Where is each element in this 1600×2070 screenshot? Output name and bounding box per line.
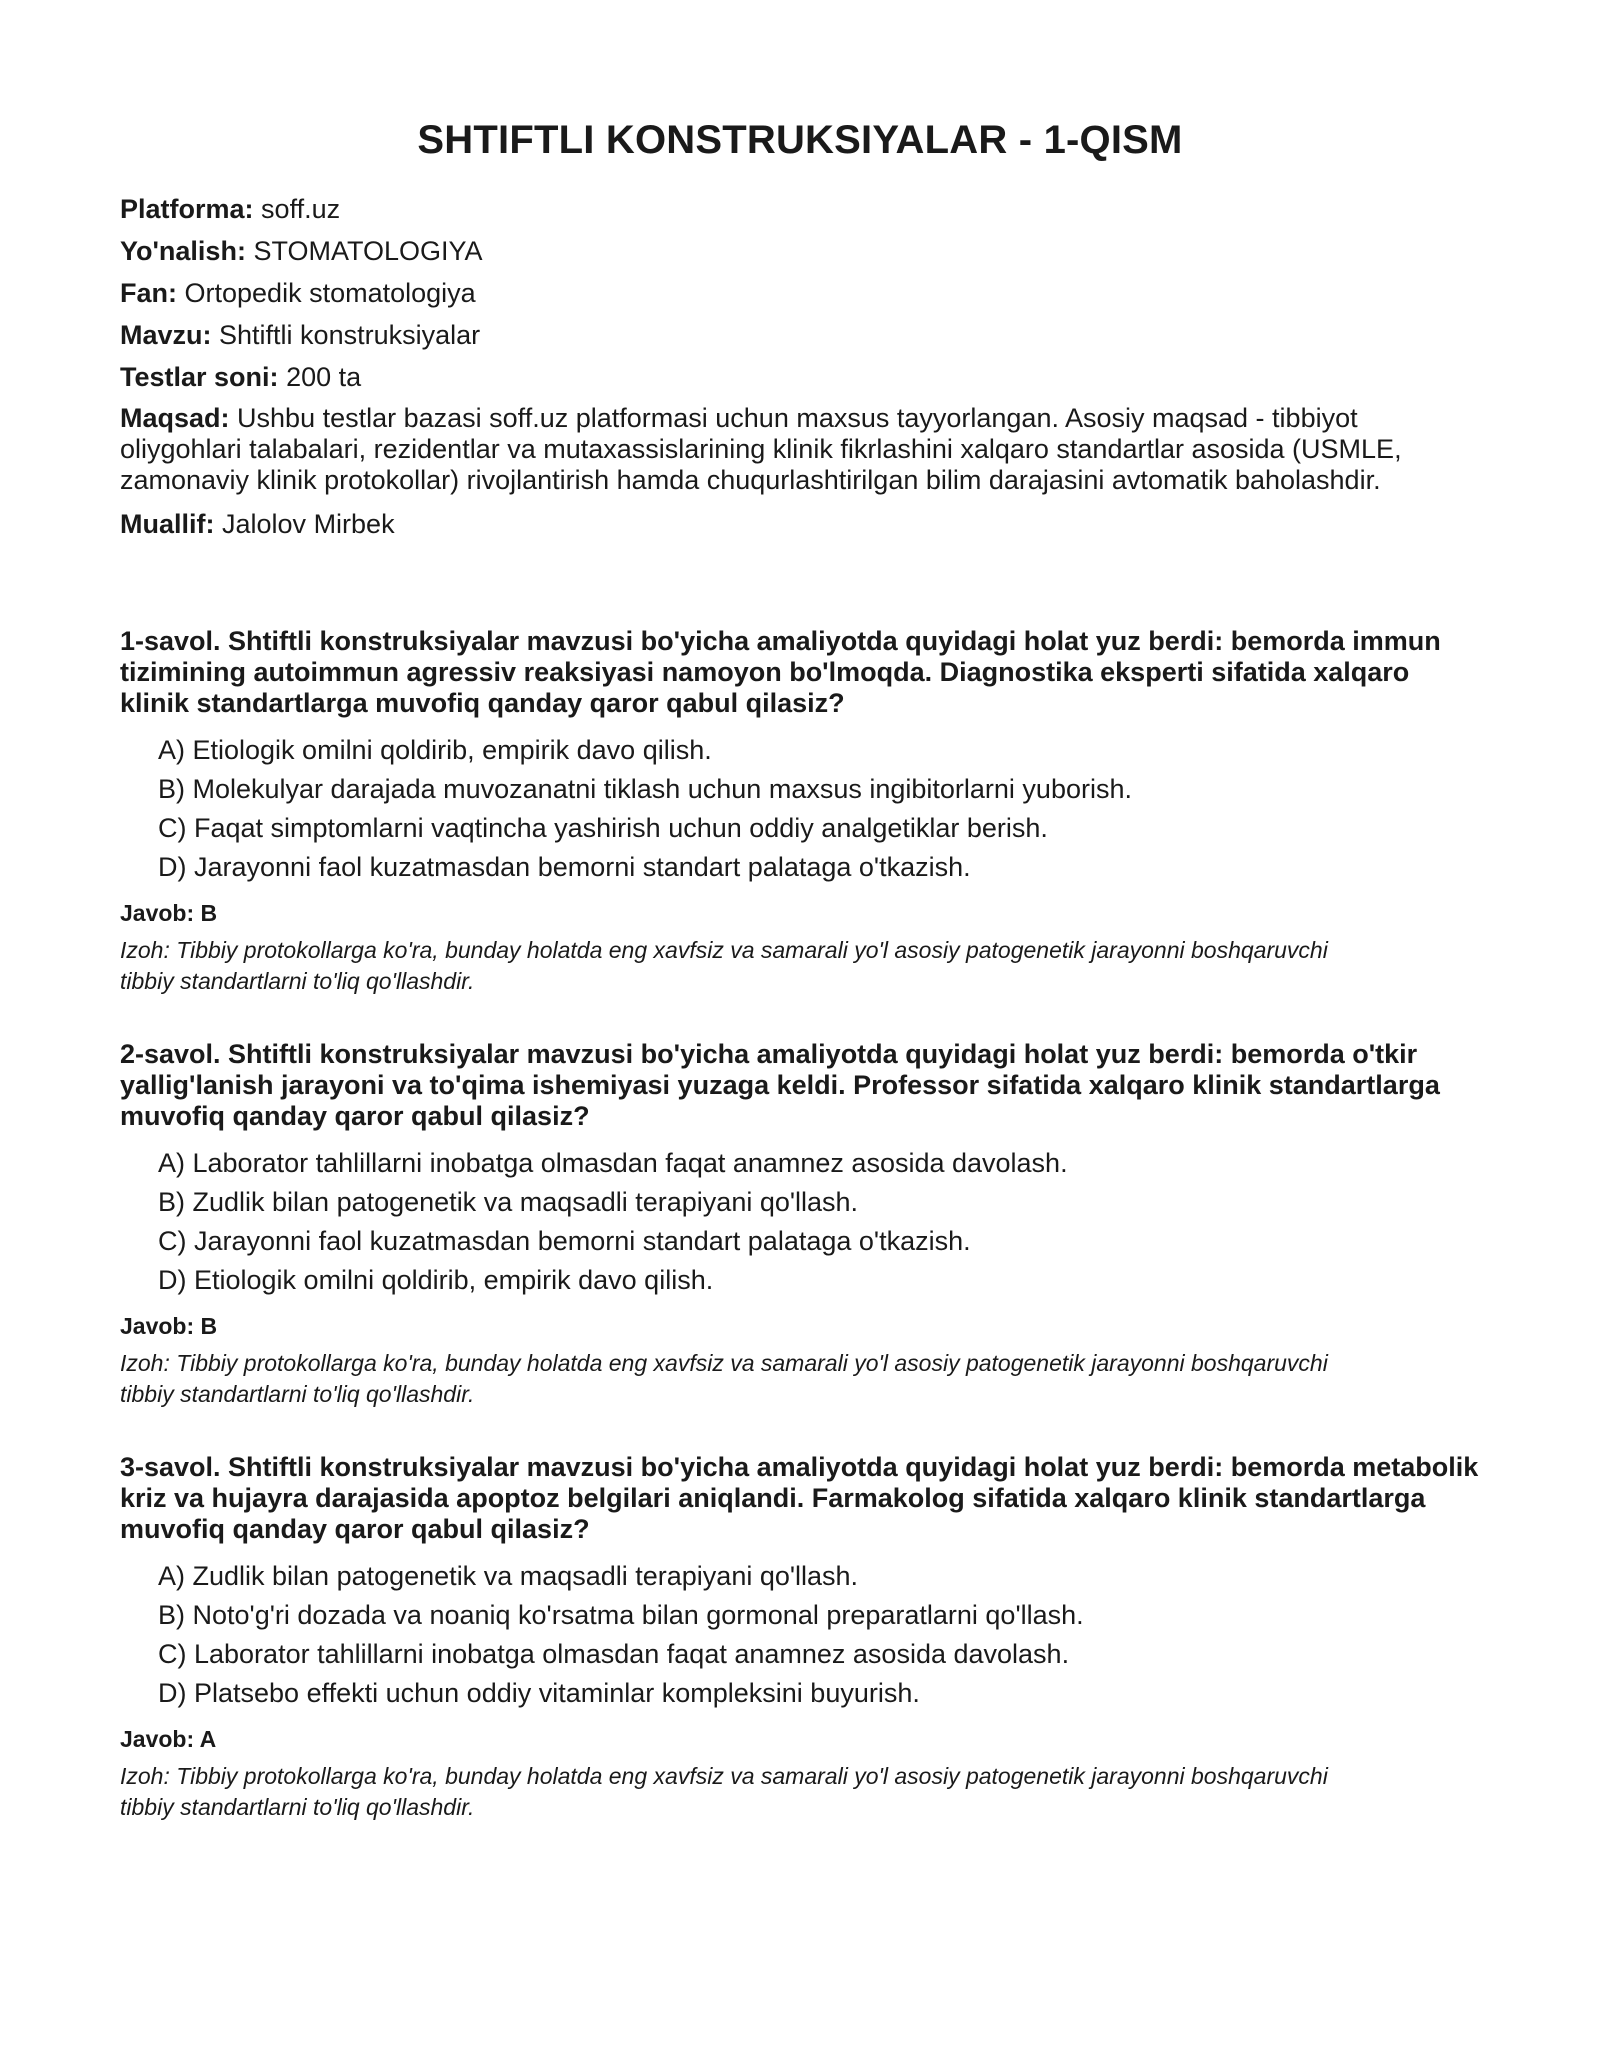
question-text: 2-savol. Shtiftli konstruksiyalar mavzusi bo'yicha amaliyotda quyidagi holat yuz berdi: bemorda o'tkir yallig'lanish jarayoni va to'qima ishemiyasi yuzaga keldi. Professor sifatida xalqaro klinik standartlarga muvofiq qanday qaror qabul qilasiz? [120,1039,1440,1131]
answer-option: A) Zudlik bilan patogenetik va maqsadli terapiyani qo'llash. [158,1561,859,1591]
document-meta [120,193,1480,540]
correct-answer: Javob: A [120,1726,217,1752]
meta-platform [120,193,1480,225]
meta-count-value: 200 ta [286,362,362,392]
meta-count [120,361,1480,393]
answer-option: D) Etiologik omilni qoldirib, empirik davo qilish. [158,1265,714,1295]
meta-subject-label: Fan: [120,278,177,308]
correct-answer: Javob: B [120,900,218,926]
meta-direction-label: Yo'nalish: [120,236,246,266]
answer-options [120,1557,1480,1713]
answer-options [120,1144,1480,1300]
document-page [120,118,1480,1865]
meta-direction [120,235,1480,267]
answer-options [120,731,1480,887]
answer-option: B) Noto'g'ri dozada va noaniq ko'rsatma bilan gormonal preparatlarni qo'llash. [158,1600,1084,1630]
meta-topic-value: Shtiftli konstruksiyalar [219,320,481,350]
answer-option: D) Platsebo effekti uchun oddiy vitaminlar kompleksini buyurish. [158,1678,920,1708]
answer-option: A) Etiologik omilni qoldirib, empirik davo qilish. [158,735,712,765]
meta-author-label: Muallif: [120,509,215,539]
answer-option: A) Laborator tahlillarni inobatga olmasdan faqat anamnez asosida davolash. [158,1148,1068,1178]
meta-goal-value: Ushbu testlar bazasi soff.uz platformasi uchun maxsus tayyorlangan. Asosiy maqsad - tibbiyot oliygohlari talabalari, rezidentlar va mutaxassislarining klinik fikrlashini xalqaro standartlar asosida (USMLE, zamonaviy klinik protokollar) rivojlantirish hamda chuqurlashtirilgan bilim darajasini avtomatik baholashdir. [120,403,1402,495]
meta-topic-label: Mavzu: [120,320,212,350]
meta-goal-label: Maqsad: [120,403,230,433]
answer-option: C) Faqat simptomlarni vaqtincha yashirish uchun oddiy analgetiklar berish. [158,813,1048,843]
answer-option: C) Laborator tahlillarni inobatga olmasdan faqat anamnez asosida davolash. [158,1639,1070,1669]
meta-author-value: Jalolov Mirbek [222,509,395,539]
meta-count-label: Testlar soni: [120,362,279,392]
document-title: SHTIFTLI KONSTRUKSIYALAR - 1-QISM [417,118,1183,162]
answer-explanation: Izoh: Tibbiy protokollarga ko'ra, bunday holatda eng xavfsiz va samarali yo'l asosiy patogenetik jarayonni boshqaruvchi tibbiy standartlarni to'liq qo'llashdir. [120,1763,1328,1820]
question-block [120,1039,1480,1410]
question-block [120,1452,1480,1823]
answer-option: B) Molekulyar darajada muvozanatni tiklash uchun maxsus ingibitorlarni yuborish. [158,774,1132,804]
meta-direction-value: STOMATOLOGIYA [253,236,483,266]
question-text: 3-savol. Shtiftli konstruksiyalar mavzusi bo'yicha amaliyotda quyidagi holat yuz berdi: bemorda metabolik kriz va hujayra darajasida apoptoz belgilari aniqlandi. Farmakolog sifatida xalqaro klinik standartlarga muvofiq qanday qaror qabul qilasiz? [120,1452,1479,1544]
meta-subject [120,277,1480,309]
answer-option: C) Jarayonni faol kuzatmasdan bemorni standart palataga o'tkazish. [158,1226,971,1256]
meta-subject-value: Ortopedik stomatologiya [184,278,476,308]
answer-option: B) Zudlik bilan patogenetik va maqsadli terapiyani qo'llash. [158,1187,859,1217]
meta-author [120,508,1480,540]
question-text: 1-savol. Shtiftli konstruksiyalar mavzusi bo'yicha amaliyotda quyidagi holat yuz berdi: bemorda immun tizimining autoimmun agressiv reaksiyasi namoyon bo'lmoqda. Diagnostika eksperti sifatida xalqaro klinik standartlarga muvofiq qanday qaror qabul qilasiz? [120,626,1441,718]
meta-goal [120,403,1475,496]
question-block [120,626,1480,997]
answer-option: D) Jarayonni faol kuzatmasdan bemorni standart palataga o'tkazish. [158,852,971,882]
meta-platform-label: Platforma: [120,194,254,224]
meta-topic [120,319,1480,351]
correct-answer: Javob: B [120,1313,218,1339]
meta-platform-value: soff.uz [261,194,341,224]
answer-explanation: Izoh: Tibbiy protokollarga ko'ra, bunday holatda eng xavfsiz va samarali yo'l asosiy patogenetik jarayonni boshqaruvchi tibbiy standartlarni to'liq qo'llashdir. [120,937,1328,994]
answer-explanation: Izoh: Tibbiy protokollarga ko'ra, bunday holatda eng xavfsiz va samarali yo'l asosiy patogenetik jarayonni boshqaruvchi tibbiy standartlarni to'liq qo'llashdir. [120,1350,1328,1407]
